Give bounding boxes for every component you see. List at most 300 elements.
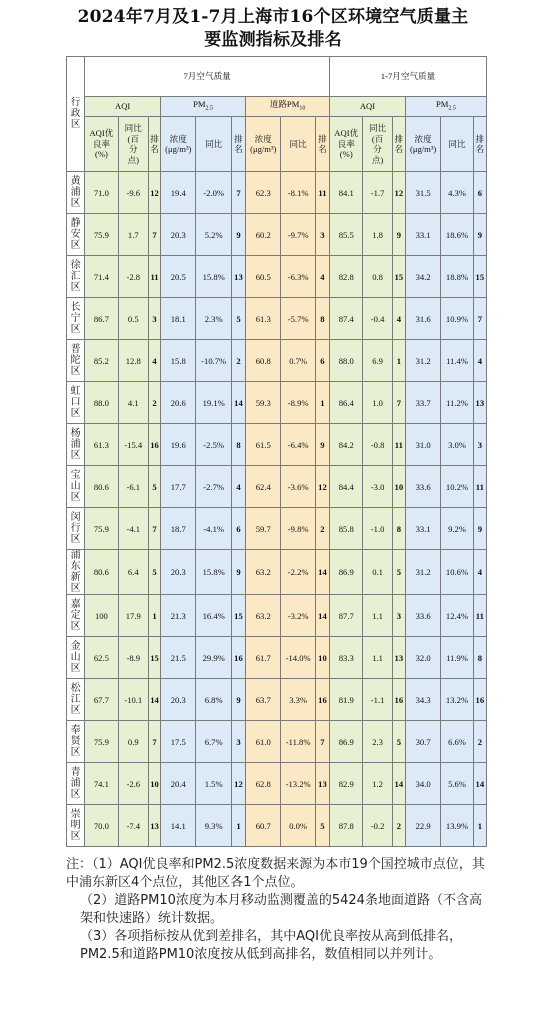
district-name: 崇明区 bbox=[67, 805, 85, 847]
table-row bbox=[67, 298, 487, 340]
cell-aqi: 100 bbox=[85, 595, 118, 637]
header-july-aqi: AQI bbox=[85, 97, 161, 117]
cell-rd-c: 60.2 bbox=[246, 214, 281, 256]
cell-y-aqi-rank: 12 bbox=[392, 172, 405, 214]
cell-aqi-yoy: 12.8 bbox=[118, 340, 148, 382]
cell-pm-rank: 5 bbox=[231, 298, 245, 340]
cell-y-aqi-yoy: 1.1 bbox=[363, 637, 392, 679]
cell-y-pm-yoy: 18.6% bbox=[441, 214, 473, 256]
cell-aqi-yoy: -7.4 bbox=[118, 805, 148, 847]
cell-y-pm-c: 31.0 bbox=[405, 424, 440, 466]
cell-y-aqi-rank: 7 bbox=[392, 382, 405, 424]
footnotes bbox=[66, 856, 494, 964]
cell-pm-rank: 15 bbox=[231, 595, 245, 637]
cell-pm-c: 20.6 bbox=[161, 382, 196, 424]
header-rd-yoy: 同比 bbox=[281, 117, 315, 172]
cell-aqi-rank: 7 bbox=[148, 214, 160, 256]
cell-y-pm-yoy: 10.6% bbox=[441, 550, 473, 595]
district-name: 黄浦区 bbox=[67, 172, 85, 214]
cell-y-aqi-rank: 10 bbox=[392, 466, 405, 508]
cell-pm-yoy: 9.3% bbox=[196, 805, 231, 847]
cell-rd-yoy: -8.9% bbox=[281, 382, 315, 424]
cell-pm-rank: 12 bbox=[231, 763, 245, 805]
cell-rd-yoy: -11.8% bbox=[281, 721, 315, 763]
cell-y-aqi-yoy: 0.8 bbox=[363, 256, 392, 298]
cell-rd-rank: 1 bbox=[315, 382, 329, 424]
cell-y-aqi: 81.9 bbox=[330, 679, 363, 721]
cell-rd-c: 63.2 bbox=[246, 550, 281, 595]
cell-y-aqi-rank: 5 bbox=[392, 721, 405, 763]
cell-pm-yoy: 6.8% bbox=[196, 679, 231, 721]
cell-y-pm-rank: 11 bbox=[473, 466, 486, 508]
cell-y-pm-rank: 9 bbox=[473, 214, 486, 256]
table-row bbox=[67, 172, 487, 214]
cell-pm-yoy: 15.8% bbox=[196, 550, 231, 595]
header-aqi-rate: AQI优 良率 (%) bbox=[85, 117, 118, 172]
cell-pm-yoy: 15.8% bbox=[196, 256, 231, 298]
cell-y-aqi: 88.0 bbox=[330, 340, 363, 382]
cell-pm-c: 21.5 bbox=[161, 637, 196, 679]
district-name: 普陀区 bbox=[67, 340, 85, 382]
cell-y-pm-rank: 2 bbox=[473, 721, 486, 763]
header-aqi-yoy: 同比 (百 分 点) bbox=[118, 117, 148, 172]
cell-aqi: 62.5 bbox=[85, 637, 118, 679]
cell-y-pm-c: 31.2 bbox=[405, 550, 440, 595]
cell-rd-rank: 6 bbox=[315, 340, 329, 382]
title-line-1: 2024年7月及1-7月上海市16个区环境空气质量主 bbox=[77, 7, 469, 27]
district-name: 浦东新区 bbox=[67, 550, 85, 595]
cell-y-pm-c: 31.2 bbox=[405, 340, 440, 382]
cell-rd-c: 60.7 bbox=[246, 805, 281, 847]
cell-y-pm-rank: 8 bbox=[473, 637, 486, 679]
cell-pm-c: 20.3 bbox=[161, 550, 196, 595]
cell-pm-yoy: -2.0% bbox=[196, 172, 231, 214]
district-name: 奉贤区 bbox=[67, 721, 85, 763]
cell-y-pm-rank: 6 bbox=[473, 172, 486, 214]
cell-y-aqi-rank: 8 bbox=[392, 508, 405, 550]
header-ytd-aqi: AQI bbox=[330, 97, 406, 117]
header-y-pm-rank: 排 名 bbox=[473, 117, 486, 172]
cell-rd-rank: 3 bbox=[315, 214, 329, 256]
cell-rd-yoy: 3.3% bbox=[281, 679, 315, 721]
cell-pm-c: 20.4 bbox=[161, 763, 196, 805]
cell-rd-yoy: -3.6% bbox=[281, 466, 315, 508]
air-quality-table bbox=[66, 56, 487, 847]
cell-aqi: 67.7 bbox=[85, 679, 118, 721]
cell-y-aqi-yoy: -1.0 bbox=[363, 508, 392, 550]
header-rd-conc: 浓度 (μg/m³) bbox=[246, 117, 281, 172]
cell-rd-rank: 16 bbox=[315, 679, 329, 721]
cell-y-aqi: 84.2 bbox=[330, 424, 363, 466]
header-y-aqi-yoy: 同比 (百 分 点) bbox=[363, 117, 392, 172]
cell-rd-c: 63.2 bbox=[246, 595, 281, 637]
cell-rd-yoy: -13.2% bbox=[281, 763, 315, 805]
cell-pm-c: 20.5 bbox=[161, 256, 196, 298]
cell-pm-yoy: 6.7% bbox=[196, 721, 231, 763]
cell-aqi-yoy: -4.1 bbox=[118, 508, 148, 550]
header-aqi-rank: 排 名 bbox=[148, 117, 160, 172]
table-row bbox=[67, 721, 487, 763]
cell-y-aqi-rank: 4 bbox=[392, 298, 405, 340]
cell-y-aqi: 87.8 bbox=[330, 805, 363, 847]
cell-pm-rank: 3 bbox=[231, 721, 245, 763]
cell-pm-c: 17.5 bbox=[161, 721, 196, 763]
cell-aqi-rank: 3 bbox=[148, 298, 160, 340]
cell-y-pm-c: 34.2 bbox=[405, 256, 440, 298]
header-y-pm-yoy: 同比 bbox=[441, 117, 473, 172]
cell-rd-rank: 12 bbox=[315, 466, 329, 508]
cell-y-pm-yoy: 6.6% bbox=[441, 721, 473, 763]
cell-rd-c: 61.5 bbox=[246, 424, 281, 466]
table-body bbox=[67, 57, 487, 847]
cell-y-pm-rank: 16 bbox=[473, 679, 486, 721]
table-row bbox=[67, 466, 487, 508]
table-row bbox=[67, 550, 487, 595]
cell-y-aqi-yoy: 1.1 bbox=[363, 595, 392, 637]
cell-y-aqi: 82.9 bbox=[330, 763, 363, 805]
cell-y-aqi-rank: 3 bbox=[392, 595, 405, 637]
cell-pm-yoy: 19.1% bbox=[196, 382, 231, 424]
cell-y-aqi-yoy: 6.9 bbox=[363, 340, 392, 382]
cell-rd-rank: 9 bbox=[315, 424, 329, 466]
table-row bbox=[67, 679, 487, 721]
cell-y-pm-yoy: 10.9% bbox=[441, 298, 473, 340]
cell-y-pm-c: 33.1 bbox=[405, 508, 440, 550]
cell-pm-yoy: -2.7% bbox=[196, 466, 231, 508]
header-row-period bbox=[67, 57, 487, 97]
cell-aqi-yoy: -2.6 bbox=[118, 763, 148, 805]
cell-aqi-yoy: 0.5 bbox=[118, 298, 148, 340]
cell-rd-c: 59.3 bbox=[246, 382, 281, 424]
cell-rd-rank: 14 bbox=[315, 595, 329, 637]
cell-rd-yoy: -6.4% bbox=[281, 424, 315, 466]
header-july: 7月空气质量 bbox=[85, 57, 330, 97]
cell-y-aqi-yoy: -0.8 bbox=[363, 424, 392, 466]
cell-y-pm-c: 34.3 bbox=[405, 679, 440, 721]
cell-y-pm-rank: 1 bbox=[473, 805, 486, 847]
cell-pm-yoy: 2.3% bbox=[196, 298, 231, 340]
cell-rd-yoy: -3.2% bbox=[281, 595, 315, 637]
cell-pm-yoy: 16.4% bbox=[196, 595, 231, 637]
header-y-aqi-rate: AQI优 良率 (%) bbox=[330, 117, 363, 172]
cell-y-aqi: 86.4 bbox=[330, 382, 363, 424]
cell-pm-yoy: 29.9% bbox=[196, 637, 231, 679]
cell-pm-rank: 2 bbox=[231, 340, 245, 382]
cell-aqi-rank: 14 bbox=[148, 679, 160, 721]
cell-aqi: 61.3 bbox=[85, 424, 118, 466]
district-name: 长宁区 bbox=[67, 298, 85, 340]
district-name: 宝山区 bbox=[67, 466, 85, 508]
cell-y-pm-yoy: 4.3% bbox=[441, 172, 473, 214]
cell-pm-rank: 9 bbox=[231, 679, 245, 721]
cell-y-pm-rank: 13 bbox=[473, 382, 486, 424]
cell-y-aqi-yoy: 2.3 bbox=[363, 721, 392, 763]
cell-y-pm-yoy: 5.6% bbox=[441, 763, 473, 805]
cell-y-pm-rank: 7 bbox=[473, 298, 486, 340]
header-y-pm-conc: 浓度 (μg/m³) bbox=[405, 117, 440, 172]
cell-rd-c: 61.0 bbox=[246, 721, 281, 763]
table-row bbox=[67, 340, 487, 382]
district-name: 杨浦区 bbox=[67, 424, 85, 466]
cell-y-pm-yoy: 11.2% bbox=[441, 382, 473, 424]
cell-y-pm-yoy: 13.9% bbox=[441, 805, 473, 847]
cell-pm-rank: 14 bbox=[231, 382, 245, 424]
cell-aqi: 85.2 bbox=[85, 340, 118, 382]
cell-aqi-yoy: 0.9 bbox=[118, 721, 148, 763]
cell-y-pm-yoy: 3.0% bbox=[441, 424, 473, 466]
cell-pm-c: 18.1 bbox=[161, 298, 196, 340]
cell-aqi-rank: 7 bbox=[148, 721, 160, 763]
cell-rd-c: 63.7 bbox=[246, 679, 281, 721]
cell-pm-yoy: -2.5% bbox=[196, 424, 231, 466]
cell-y-aqi-rank: 16 bbox=[392, 679, 405, 721]
cell-aqi: 75.9 bbox=[85, 721, 118, 763]
cell-rd-rank: 10 bbox=[315, 637, 329, 679]
cell-aqi-yoy: 4.1 bbox=[118, 382, 148, 424]
cell-aqi-rank: 7 bbox=[148, 508, 160, 550]
cell-aqi-rank: 11 bbox=[148, 256, 160, 298]
cell-rd-c: 60.5 bbox=[246, 256, 281, 298]
cell-y-aqi-rank: 2 bbox=[392, 805, 405, 847]
cell-aqi: 74.1 bbox=[85, 763, 118, 805]
cell-aqi-rank: 12 bbox=[148, 172, 160, 214]
cell-y-pm-yoy: 13.2% bbox=[441, 679, 473, 721]
cell-y-pm-yoy: 11.9% bbox=[441, 637, 473, 679]
footnote-2: （2）道路PM10浓度为本月移动监测覆盖的5424条地面道路（不含高架和快速路）统计数据。 bbox=[80, 893, 482, 926]
cell-pm-rank: 7 bbox=[231, 172, 245, 214]
cell-y-aqi: 87.7 bbox=[330, 595, 363, 637]
cell-y-aqi-yoy: -0.4 bbox=[363, 298, 392, 340]
cell-y-aqi-yoy: 1.0 bbox=[363, 382, 392, 424]
cell-aqi-rank: 1 bbox=[148, 595, 160, 637]
cell-y-aqi-rank: 11 bbox=[392, 424, 405, 466]
header-rd-rank: 排 名 bbox=[315, 117, 329, 172]
header-ytd: 1-7月空气质量 bbox=[330, 57, 487, 97]
cell-rd-rank: 8 bbox=[315, 298, 329, 340]
cell-y-pm-yoy: 18.8% bbox=[441, 256, 473, 298]
cell-y-pm-c: 34.0 bbox=[405, 763, 440, 805]
header-pm-conc: 浓度 (μg/m³) bbox=[161, 117, 196, 172]
cell-rd-c: 60.8 bbox=[246, 340, 281, 382]
cell-y-aqi-yoy: -3.0 bbox=[363, 466, 392, 508]
cell-y-aqi-rank: 9 bbox=[392, 214, 405, 256]
cell-pm-yoy: 1.5% bbox=[196, 763, 231, 805]
cell-rd-c: 62.8 bbox=[246, 763, 281, 805]
cell-aqi-yoy: -9.6 bbox=[118, 172, 148, 214]
cell-y-aqi: 86.9 bbox=[330, 721, 363, 763]
cell-y-pm-c: 22.9 bbox=[405, 805, 440, 847]
cell-y-pm-rank: 4 bbox=[473, 550, 486, 595]
cell-y-pm-rank: 3 bbox=[473, 424, 486, 466]
cell-y-pm-c: 33.6 bbox=[405, 595, 440, 637]
cell-y-aqi: 86.9 bbox=[330, 550, 363, 595]
cell-aqi: 75.9 bbox=[85, 508, 118, 550]
header-ytd-pm25: $PM_{2.5}$ bbox=[405, 97, 486, 117]
cell-aqi: 86.7 bbox=[85, 298, 118, 340]
cell-y-pm-c: 33.1 bbox=[405, 214, 440, 256]
table-row bbox=[67, 508, 487, 550]
cell-rd-rank: 11 bbox=[315, 172, 329, 214]
table-row bbox=[67, 763, 487, 805]
district-name: 虹口区 bbox=[67, 382, 85, 424]
cell-rd-rank: 4 bbox=[315, 256, 329, 298]
cell-aqi: 75.9 bbox=[85, 214, 118, 256]
cell-aqi: 71.0 bbox=[85, 172, 118, 214]
district-name: 徐汇区 bbox=[67, 256, 85, 298]
cell-y-pm-c: 32.0 bbox=[405, 637, 440, 679]
cell-aqi-rank: 10 bbox=[148, 763, 160, 805]
cell-y-pm-yoy: 10.2% bbox=[441, 466, 473, 508]
cell-pm-rank: 9 bbox=[231, 214, 245, 256]
cell-aqi-rank: 5 bbox=[148, 466, 160, 508]
cell-pm-rank: 1 bbox=[231, 805, 245, 847]
cell-rd-yoy: 0.0% bbox=[281, 805, 315, 847]
cell-aqi-rank: 15 bbox=[148, 637, 160, 679]
table-row bbox=[67, 637, 487, 679]
cell-rd-rank: 2 bbox=[315, 508, 329, 550]
cell-pm-rank: 6 bbox=[231, 508, 245, 550]
cell-pm-yoy: 5.2% bbox=[196, 214, 231, 256]
cell-rd-c: 59.7 bbox=[246, 508, 281, 550]
cell-y-aqi: 85.5 bbox=[330, 214, 363, 256]
cell-y-aqi: 87.4 bbox=[330, 298, 363, 340]
cell-aqi-yoy: -6.1 bbox=[118, 466, 148, 508]
cell-rd-rank: 13 bbox=[315, 763, 329, 805]
cell-rd-yoy: -9.8% bbox=[281, 508, 315, 550]
cell-aqi-yoy: -8.9 bbox=[118, 637, 148, 679]
cell-pm-yoy: -10.7% bbox=[196, 340, 231, 382]
cell-y-aqi: 82.8 bbox=[330, 256, 363, 298]
footnote-1: 注：（1）AQI优良率和PM2.5浓度数据来源为本市19个国控城市点位，其中浦东新区4个点位，其他区各1个点位。 bbox=[66, 857, 485, 890]
cell-y-pm-c: 33.7 bbox=[405, 382, 440, 424]
cell-y-pm-c: 31.5 bbox=[405, 172, 440, 214]
cell-aqi: 71.4 bbox=[85, 256, 118, 298]
cell-y-pm-rank: 14 bbox=[473, 763, 486, 805]
cell-rd-c: 62.3 bbox=[246, 172, 281, 214]
cell-pm-c: 17.7 bbox=[161, 466, 196, 508]
cell-pm-rank: 13 bbox=[231, 256, 245, 298]
page-title bbox=[10, 6, 536, 52]
district-name: 青浦区 bbox=[67, 763, 85, 805]
cell-aqi-yoy: 1.7 bbox=[118, 214, 148, 256]
cell-y-pm-c: 33.6 bbox=[405, 466, 440, 508]
cell-rd-c: 61.7 bbox=[246, 637, 281, 679]
cell-rd-yoy: -9.7% bbox=[281, 214, 315, 256]
cell-y-aqi-rank: 15 bbox=[392, 256, 405, 298]
table-row bbox=[67, 424, 487, 466]
cell-y-pm-c: 31.6 bbox=[405, 298, 440, 340]
cell-aqi-rank: 2 bbox=[148, 382, 160, 424]
cell-y-pm-yoy: 12.4% bbox=[441, 595, 473, 637]
cell-y-pm-rank: 15 bbox=[473, 256, 486, 298]
district-name: 嘉定区 bbox=[67, 595, 85, 637]
footnote-3: （3）各项指标按从优到差排名，其中AQI优良率按从高到低排名，PM2.5和道路PM10浓度按从低到高排名，数值相同以并列计。 bbox=[80, 929, 463, 962]
cell-pm-c: 19.6 bbox=[161, 424, 196, 466]
cell-y-aqi-rank: 13 bbox=[392, 637, 405, 679]
table-row bbox=[67, 805, 487, 847]
cell-y-aqi-yoy: 1.8 bbox=[363, 214, 392, 256]
cell-pm-c: 18.7 bbox=[161, 508, 196, 550]
cell-rd-yoy: 0.7% bbox=[281, 340, 315, 382]
cell-rd-rank: 14 bbox=[315, 550, 329, 595]
cell-rd-yoy: -5.7% bbox=[281, 298, 315, 340]
cell-aqi-rank: 16 bbox=[148, 424, 160, 466]
cell-pm-c: 15.8 bbox=[161, 340, 196, 382]
title-line-2: 要监测指标及排名 bbox=[204, 30, 342, 50]
cell-aqi-rank: 4 bbox=[148, 340, 160, 382]
header-pm-rank: 排 名 bbox=[231, 117, 245, 172]
cell-y-pm-rank: 11 bbox=[473, 595, 486, 637]
cell-pm-rank: 16 bbox=[231, 637, 245, 679]
cell-pm-c: 20.3 bbox=[161, 679, 196, 721]
cell-y-pm-yoy: 11.4% bbox=[441, 340, 473, 382]
cell-y-aqi-yoy: 0.1 bbox=[363, 550, 392, 595]
cell-rd-c: 61.3 bbox=[246, 298, 281, 340]
cell-y-aqi-rank: 14 bbox=[392, 763, 405, 805]
cell-aqi-yoy: -10.1 bbox=[118, 679, 148, 721]
cell-rd-c: 62.4 bbox=[246, 466, 281, 508]
cell-rd-yoy: -2.2% bbox=[281, 550, 315, 595]
cell-pm-c: 19.4 bbox=[161, 172, 196, 214]
cell-y-aqi: 83.3 bbox=[330, 637, 363, 679]
district-name: 闵行区 bbox=[67, 508, 85, 550]
cell-aqi: 70.0 bbox=[85, 805, 118, 847]
table-row bbox=[67, 214, 487, 256]
table-row bbox=[67, 595, 487, 637]
cell-y-aqi-yoy: 1.2 bbox=[363, 763, 392, 805]
cell-pm-c: 20.3 bbox=[161, 214, 196, 256]
cell-y-pm-rank: 9 bbox=[473, 508, 486, 550]
cell-rd-yoy: -6.3% bbox=[281, 256, 315, 298]
header-district: 行政区 bbox=[67, 57, 85, 172]
header-july-pm25: $PM_{2.5}$ bbox=[161, 97, 246, 117]
cell-y-aqi-yoy: -1.1 bbox=[363, 679, 392, 721]
cell-pm-rank: 9 bbox=[231, 550, 245, 595]
cell-rd-yoy: -8.1% bbox=[281, 172, 315, 214]
cell-aqi-yoy: -15.4 bbox=[118, 424, 148, 466]
cell-pm-rank: 4 bbox=[231, 466, 245, 508]
cell-aqi: 80.6 bbox=[85, 550, 118, 595]
cell-aqi: 88.0 bbox=[85, 382, 118, 424]
header-july-road-pm10: 道路$PM_{10}$ bbox=[246, 97, 330, 117]
cell-y-aqi: 85.8 bbox=[330, 508, 363, 550]
cell-y-pm-c: 30.7 bbox=[405, 721, 440, 763]
cell-pm-yoy: -4.1% bbox=[196, 508, 231, 550]
cell-y-aqi-yoy: -1.7 bbox=[363, 172, 392, 214]
header-pm-yoy: 同比 bbox=[196, 117, 231, 172]
cell-pm-c: 14.1 bbox=[161, 805, 196, 847]
cell-y-aqi-rank: 5 bbox=[392, 550, 405, 595]
cell-y-aqi-rank: 1 bbox=[392, 340, 405, 382]
cell-y-aqi: 84.4 bbox=[330, 466, 363, 508]
cell-pm-rank: 8 bbox=[231, 424, 245, 466]
district-name: 松江区 bbox=[67, 679, 85, 721]
district-name: 静安区 bbox=[67, 214, 85, 256]
cell-aqi-yoy: -2.8 bbox=[118, 256, 148, 298]
cell-y-pm-yoy: 9.2% bbox=[441, 508, 473, 550]
cell-aqi-yoy: 17.9 bbox=[118, 595, 148, 637]
cell-rd-yoy: -14.0% bbox=[281, 637, 315, 679]
header-y-aqi-rank: 排 名 bbox=[392, 117, 405, 172]
cell-y-pm-rank: 4 bbox=[473, 340, 486, 382]
cell-rd-rank: 7 bbox=[315, 721, 329, 763]
header-row-metric bbox=[67, 97, 487, 117]
district-name: 金山区 bbox=[67, 637, 85, 679]
cell-y-aqi-yoy: -0.2 bbox=[363, 805, 392, 847]
cell-aqi-yoy: 6.4 bbox=[118, 550, 148, 595]
cell-aqi-rank: 13 bbox=[148, 805, 160, 847]
table-row bbox=[67, 256, 487, 298]
